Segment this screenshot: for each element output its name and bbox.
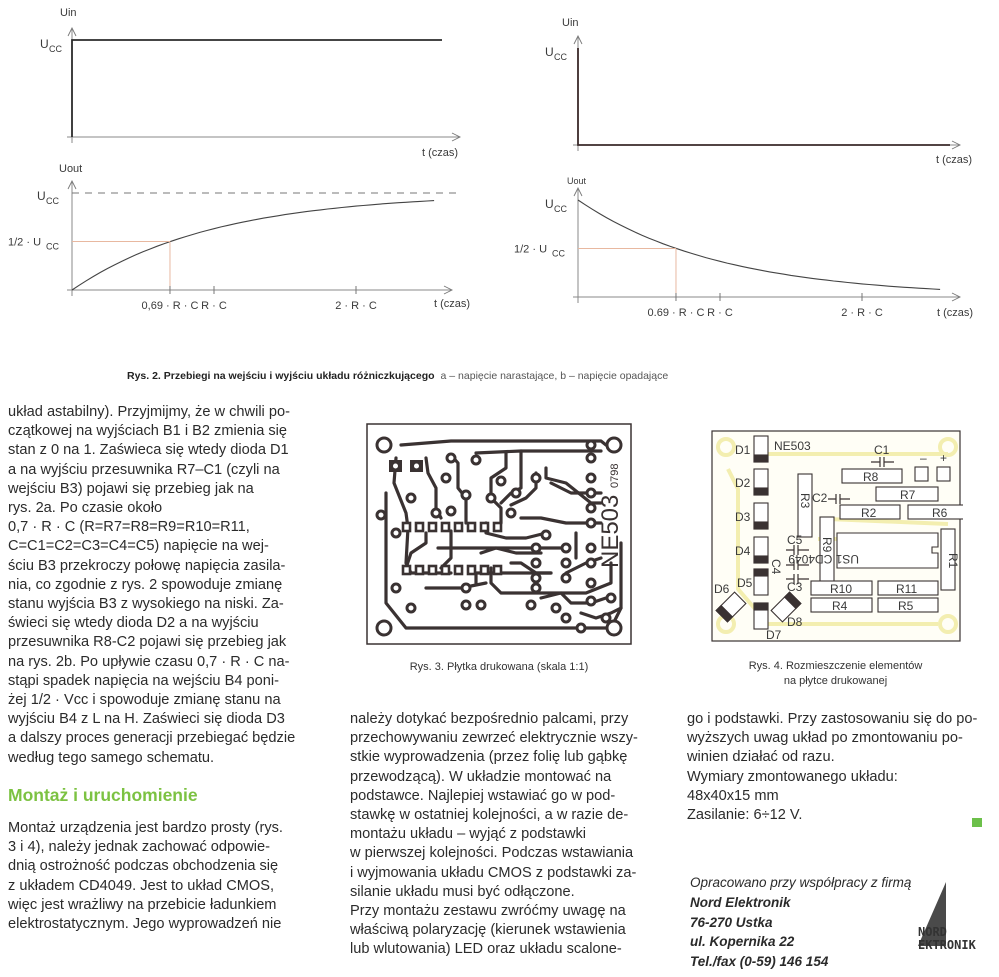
logo-bottom-text: EKTRONIK — [918, 938, 976, 952]
label-d8: D8 — [787, 615, 803, 629]
figure-2-caption-title: Rys. 2. Przebiegi na wejściu i wyjściu układu różniczkującego — [127, 370, 435, 382]
pcb-board-code: 0798 — [609, 463, 621, 488]
text-line: 3 i 4), należy jednak zachować odpowie- — [8, 839, 271, 856]
text-line: silanie układu musi być odłączone. — [350, 883, 575, 900]
text-line: więc jest wrażliwy na przebicie ładunkiem — [8, 896, 277, 913]
cc-subscript: CC — [49, 44, 62, 54]
figure-3-pcb-layout — [366, 423, 632, 645]
credit-company: Nord Elektronik — [690, 894, 791, 910]
figure-2-caption — [127, 370, 668, 382]
text-line: dnią ostrożność podczas obchodzenia się — [8, 858, 279, 875]
label-r2: R2 — [861, 506, 877, 520]
text-line: przesuwnika R8-C2 pojawi się przebieg jak — [8, 634, 287, 651]
text-line: przechowywaniu zewrzeć elektrycznie wszy- — [350, 730, 638, 747]
text-line: według tego samego schematu. — [8, 749, 215, 766]
x-tick-label: 2 · R · C — [841, 307, 883, 319]
ucc-label — [545, 197, 567, 214]
text-line: lub wlutowania) LED oraz układu scalone- — [350, 941, 622, 958]
text-line: a dalszy proces generacji przebiegać będzie — [8, 730, 296, 747]
cc-subscript: CC — [46, 196, 59, 206]
credit-city: 76-270 Ustka — [690, 914, 773, 930]
figure-4-caption — [708, 659, 963, 689]
text-line: wejściu B3) pojawi się przebieg jak na — [8, 480, 254, 497]
label-r1: R1 — [946, 553, 960, 569]
label-d6: D6 — [714, 582, 730, 596]
text-line: podstawce. Najlepiej wstawiać go w pod- — [350, 787, 616, 804]
u-symbol: U — [545, 45, 554, 59]
x-tick-label: 0.69 · R · C — [647, 307, 705, 319]
text-line: układ astabilny). Przyjmijmy, że w chwili po- — [8, 404, 290, 420]
figure-2-waveforms — [0, 0, 999, 365]
text-line: właściwą polaryzację (kierunek wstawienia — [350, 922, 626, 939]
text-line: żej 1/2 · Vcc i spowoduje zmianę stanu na — [8, 692, 281, 709]
text-line: stanu wyjścia B3 z wysokiego na niski. Za- — [8, 596, 284, 613]
text-line: C=C1=C2=C3=C4=C5) napięcie na wej- — [8, 538, 269, 555]
label-r5: R5 — [898, 599, 914, 613]
x-axis-label: t (czas) — [936, 154, 973, 166]
diode-d7 — [754, 603, 768, 629]
article-end-marker — [972, 818, 982, 827]
text-line: świeci się wtedy dioda D2 a na wyjściu — [8, 615, 259, 632]
uin-fall-line — [578, 48, 950, 145]
credit-street: ul. Kopernika 22 — [690, 934, 795, 950]
text-line: na rys. 2b. Po upływie czasu 0,7 · R · C na- — [8, 653, 290, 670]
text-line: Montaż urządzenia jest bardzo prosty (rys. — [8, 820, 283, 837]
y-axis-label: Uin — [60, 7, 77, 19]
u-symbol: U — [40, 37, 49, 51]
u-symbol: U — [37, 189, 46, 203]
text-line: w pierwszej kolejności. Podczas wstawiania — [350, 845, 634, 862]
credit-phone: Tel./fax (0-59) 146 154 — [690, 954, 829, 970]
text-line: nia, co zgodnie z rys. 2 spowoduje zmianę — [8, 576, 283, 593]
text-column-2 — [350, 710, 676, 960]
text-line: winien działać od razu. — [687, 749, 835, 766]
ucc-label — [545, 45, 567, 62]
ucc-label — [552, 249, 565, 259]
section-heading: Montaż i uruchomienie — [8, 784, 198, 805]
diode-d4 — [754, 537, 768, 563]
text-line: stąpi spadek napięcia na wejściu B4 poni- — [8, 672, 279, 689]
credit-intro: Opracowano przy współpracy z firmą — [690, 875, 912, 890]
uout-discharging-curve — [578, 200, 940, 289]
x-tick-label: 2 · R · C — [335, 300, 377, 312]
label-r9: R9 — [820, 537, 834, 553]
figure-2-caption-subtitle: a – napięcie narastające, b – napięcie opadające — [440, 370, 669, 382]
text-column-1 — [8, 403, 336, 934]
label-d2: D2 — [735, 476, 751, 490]
label-plus: + — [940, 451, 948, 465]
label-c1: C1 — [874, 443, 890, 457]
y-axis-label: Uout — [567, 176, 587, 186]
text-line: stawkę w ostatniej kolejności, a w razie de- — [350, 807, 629, 824]
text-column-3 — [687, 710, 987, 825]
x-axis-label: t (czas) — [434, 298, 471, 310]
diode-d5 — [754, 569, 768, 595]
text-line: rys. 2a. Po czasie około — [8, 500, 163, 517]
text-line: 48x40x15 mm — [687, 787, 779, 804]
x-tick-label: 0,69 · R · C — [141, 300, 199, 312]
text-line: przewodzącą). W układzie montować na — [350, 768, 612, 785]
ucc-label — [37, 189, 59, 206]
label-d7: D7 — [766, 628, 782, 642]
y-axis-label: Uout — [59, 163, 83, 175]
half-ucc-label: 1/2 · U — [514, 243, 548, 256]
label-r8: R8 — [863, 470, 879, 484]
diode-d3 — [754, 503, 768, 529]
label-r4: R4 — [832, 599, 848, 613]
text-line: należy dotykać bezpośrednio palcami, przy — [350, 711, 629, 727]
label-c4: C4 — [769, 559, 783, 575]
ucc-label — [40, 37, 62, 54]
pcb-board-label: NE503 — [597, 494, 624, 568]
text-line: elektrostatycznym. Jego wyprowadzeń nie — [8, 916, 282, 933]
label-ic-us1: US1 CD4049 — [788, 552, 859, 566]
x-axis-label: t (czas) — [422, 147, 459, 159]
text-line: ściu B3 przekroczy połowę napięcia zasila- — [8, 557, 286, 574]
text-line: wyższych uwag układ po zmontowaniu po- — [687, 730, 963, 747]
uout-charging-curve — [72, 201, 434, 290]
cc-subscript: CC — [552, 248, 565, 259]
text-line: stkie wyprowadzenia (przez folię lub gąbkę — [350, 749, 628, 766]
label-d3: D3 — [735, 510, 751, 524]
label-d4: D4 — [735, 544, 751, 558]
text-line: Wymiary zmontowanego układu: — [687, 768, 898, 785]
label-r11: R11 — [896, 582, 918, 596]
label-c5: C5 — [787, 533, 803, 547]
text-line: Przy montażu zestawu zwróćmy uwagę na — [350, 903, 626, 920]
diode-d1 — [754, 436, 768, 462]
text-line: Zasilanie: 6÷12 V. — [687, 807, 803, 824]
label-r10: R10 — [830, 582, 853, 596]
text-line: montażu układu – wyjąć z podstawki — [350, 826, 587, 843]
cc-subscript: CC — [46, 241, 59, 252]
y-axis-label: Uin — [562, 17, 579, 29]
label-r3: R3 — [798, 493, 812, 509]
label-minus: – — [920, 451, 927, 465]
placement-title: NE503 — [774, 439, 811, 453]
x-tick-label: R · C — [201, 300, 227, 312]
label-d5: D5 — [737, 576, 753, 590]
text-line: z układem CD4049. Jest to układ CMOS, — [8, 877, 275, 894]
text-line: a na wyjściu przesuwnika R7–C1 (czyli na — [8, 461, 280, 478]
u-symbol: U — [545, 197, 554, 211]
figure-3-caption: Rys. 3. Płytka drukowana (skala 1:1) — [409, 661, 589, 673]
cc-subscript: CC — [554, 204, 567, 214]
text-line: wyjściu B4 z L na H. Zaświeci się dioda D3 — [8, 711, 285, 728]
x-axis-label: t (czas) — [937, 307, 974, 319]
text-line: i wyjmowania układu CMOS z podstawki za- — [350, 864, 637, 881]
logo-top-text: NORD — [918, 925, 947, 939]
ucc-label — [46, 242, 59, 252]
figure-4-caption-line1: Rys. 4. Rozmieszczenie elementów — [748, 660, 923, 672]
nord-elektronik-logo — [912, 880, 992, 956]
credit-block — [690, 873, 911, 972]
label-d1: D1 — [735, 443, 751, 457]
label-c3: C3 — [787, 580, 803, 594]
text-line: 0,7 · R · C (R=R7=R8=R9=R10=R11, — [8, 519, 250, 536]
label-c2: C2 — [812, 491, 828, 505]
text-line: stan z 0 na 1. Zaświeca się wtedy dioda D1 — [8, 442, 289, 459]
half-ucc-label: 1/2 · U — [8, 236, 42, 249]
label-r6: R6 — [932, 506, 948, 520]
figure-4-caption-line2: na płytce drukowanej — [783, 675, 888, 687]
text-line: go i podstawki. Przy zastosowaniu się do po- — [687, 711, 978, 727]
power-pad-minus — [915, 467, 928, 481]
uin-step-line — [72, 40, 442, 137]
cc-subscript: CC — [554, 52, 567, 62]
x-tick-label: R · C — [707, 307, 733, 319]
text-line: czątkowej na wyjściach B1 i B2 zmienia się — [8, 423, 288, 440]
figure-4-component-placement — [708, 429, 963, 645]
diode-d2 — [754, 469, 768, 495]
label-r7: R7 — [900, 488, 916, 502]
power-pad-plus — [937, 467, 950, 481]
